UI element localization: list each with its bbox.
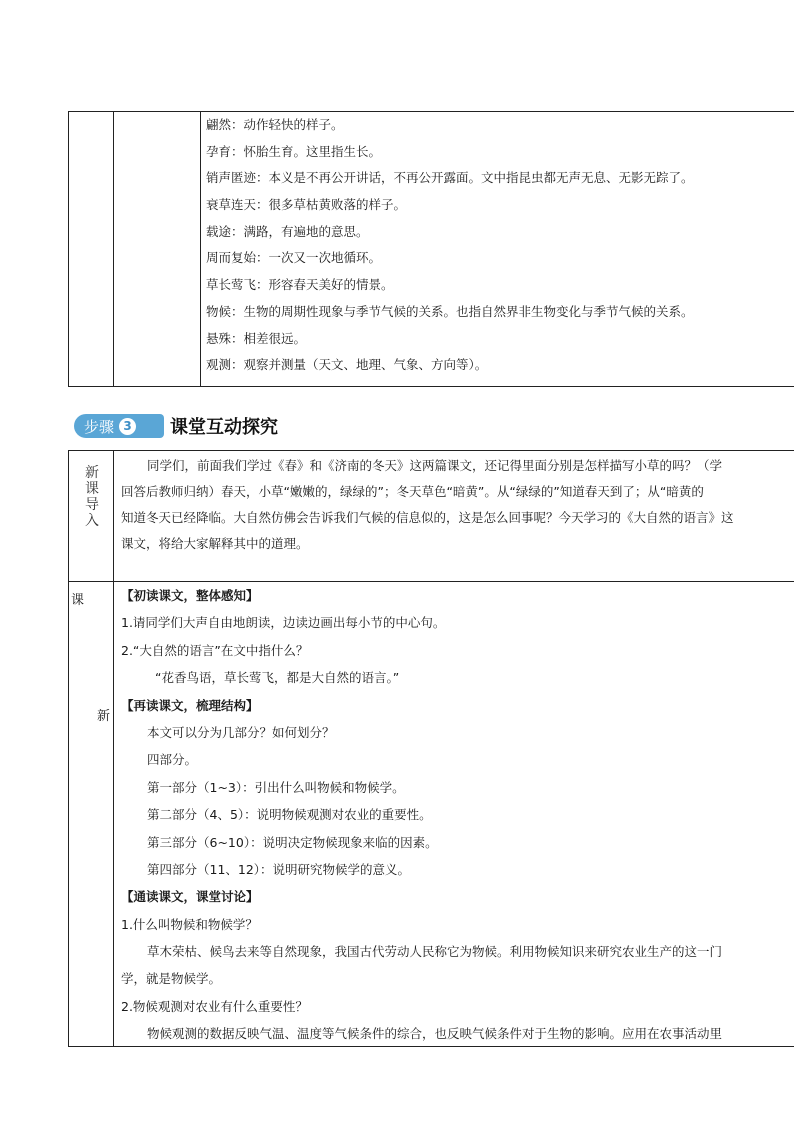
section-title: 课堂互动探究 (170, 417, 278, 438)
structure-part: 第一部分（1~3）：引出什么叫物候和物候学。 (147, 779, 405, 795)
intro-label: 新课导入 (85, 465, 99, 529)
question: 2.“大自然的语言”在文中指什么？ (121, 642, 309, 658)
question: 本文可以分为几部分？如何划分？ (147, 724, 335, 740)
step-number: 3 (119, 418, 136, 435)
new-lesson-label-top: 课 (71, 593, 85, 608)
vocab-item: 销声匿迹：本义是不再公开讲话，不再公开露面。文中指昆虫都无声无息、无影无踪了。 (206, 170, 694, 186)
structure-part: 第二部分（4、5）：说明物候观测对农业的重要性。 (147, 807, 432, 823)
answer: 物候观测的数据反映气温、温度等气候条件的综合，也反映气候条件对于生物的影响。应用在农事活动里 (147, 1026, 723, 1042)
vocabulary-table (68, 111, 794, 387)
question: 1.什么叫物候和物候学？ (121, 916, 258, 932)
vocab-item: 翩然：动作轻快的样子。 (206, 117, 344, 132)
table-divider (113, 451, 114, 1046)
vocab-item: 观测：观察并测量（天文、地理、气象、方向等）。 (206, 357, 488, 373)
vocab-item: 周而复始：一次又一次地循环。 (206, 250, 382, 266)
vocab-item: 物候：生物的周期性现象与季节气候的关系。也指自然界非生物变化与季节气候的关系。 (206, 303, 694, 319)
question: 2.物候观测对农业有什么重要性？ (121, 998, 308, 1014)
structure-part: 第四部分（11、12）：说明研究物候学的意义。 (147, 861, 411, 877)
vocabulary-list (206, 112, 794, 379)
intro-text (121, 453, 794, 557)
structure-part: 第三部分（6~10）：说明决定物候现象来临的因素。 (147, 834, 438, 850)
new-lesson-label-bottom: 新 (97, 709, 111, 724)
intro-line: 回答后教师归纳）春天，小草“嫩嫩的，绿绿的”；冬天草色“暗黄”。从“绿绿的”知道春天到了；从“暗黄的 (121, 484, 704, 499)
vocab-item: 孕育：怀胎生育。这里指生长。 (206, 143, 382, 159)
intro-line: 知道冬天已经降临。大自然仿佛会告诉我们气候的信息似的，这是怎么回事呢？今天学习的《大自然的语言》这 (121, 510, 734, 525)
intro-line: 课文，将给大家解释其中的道理。 (121, 536, 309, 551)
vocab-item: 草长莺飞：形容春天美好的情景。 (206, 277, 394, 293)
section-heading: 【再读课文，梳理结构】 (121, 697, 259, 713)
answer: “花香鸟语，草长莺飞，都是大自然的语言。” (155, 670, 400, 686)
lesson-table (68, 450, 794, 1047)
section-heading: 【通读课文，课堂讨论】 (121, 889, 259, 905)
table-cell (69, 112, 114, 386)
intro-line: 同学们，前面我们学过《春》和《济南的冬天》这两篇课文，还记得里面分别是怎样描写小草的吗？（学 (147, 458, 723, 473)
section-heading: 【初读课文，整体感知】 (121, 588, 259, 603)
vocab-item: 载途：满路，有遍地的意思。 (206, 223, 369, 239)
step-label: 步骤 (84, 417, 115, 436)
step-heading (74, 413, 278, 439)
answer: 学，就是物候学。 (121, 971, 222, 987)
answer: 草木荣枯、候鸟去来等自然现象，我国古代劳动人民称它为物候。利用物候知识来研究农业生产的这一门 (147, 944, 723, 960)
answer: 四部分。 (147, 752, 198, 768)
new-lesson-content (121, 582, 794, 1048)
vocab-item: 衰草连天：很多草枯黄败落的样子。 (206, 197, 407, 213)
question: 1.请同学们大声自由地朗读，边读边画出每小节的中心句。 (121, 615, 446, 631)
vocab-item: 悬殊：相差很远。 (206, 330, 307, 346)
step-badge (74, 414, 164, 438)
table-cell (114, 112, 201, 386)
